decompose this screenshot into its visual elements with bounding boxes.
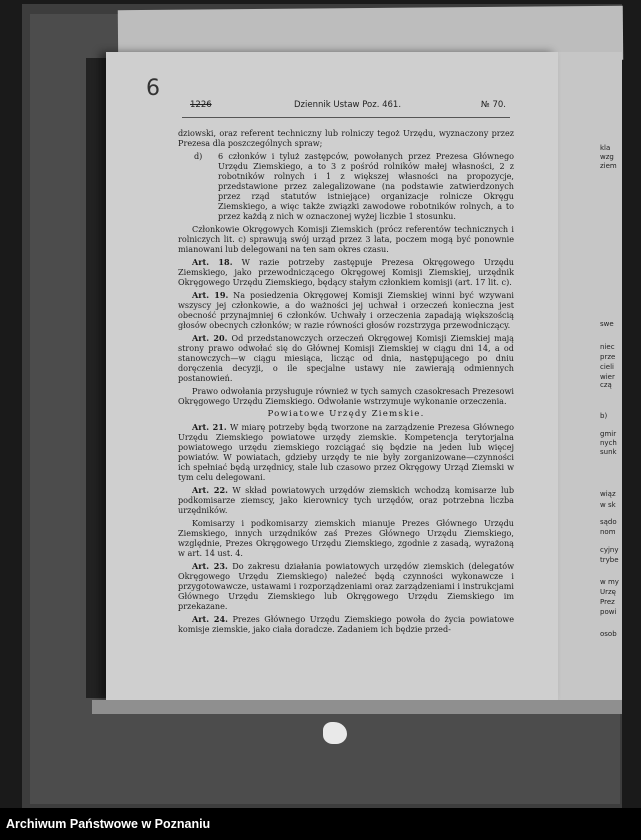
article-label: Art. 20. bbox=[192, 333, 228, 343]
section-title: Powiatowe Urzędy Ziemskie. bbox=[267, 409, 425, 419]
article-label: Art. 23. bbox=[192, 561, 228, 571]
paper-stain bbox=[323, 722, 347, 744]
list-text: 6 członków i tyluż zastępców, powołanych przez Prezesa Głównego Urzędu Ziemskiego, a to 3 z pośród rolników małej własności, 2 z robotników rolnych i 1 z większej własności na propozycje, przedstawione przez zalegalizowane (na podstawie zatwierdzonych przez rząd statutów istniejące) organizacje rolnicze Okręgu Ziemskiego, a więc także związki zawodowe robotników rolnych, a to przez każdą z nich w oznaczonej wyżej liczbie 1 stosunku. bbox=[218, 151, 514, 221]
right-page-fragment: wzg bbox=[600, 153, 614, 161]
archive-footer bbox=[0, 808, 641, 840]
document-body bbox=[178, 128, 514, 637]
right-page-fragment: wier bbox=[600, 373, 615, 381]
article-text: Do zakresu działania powiatowych urzędów ziemskich (delegatów Okręgowego Urzędu Ziemskiego) należeć będą czynności wykonawcze i przygotowawcze, ustawami i rozporządzeniami oraz zarządzeniami i instrukcjami Głównego Urzędu Ziemskiego lub Okręgowego Urzędu Ziemskiego im przekazane. bbox=[178, 561, 514, 611]
article-label: Art. 18. bbox=[192, 257, 233, 267]
page-bottom-strip bbox=[92, 700, 622, 714]
journal-title: Dziennik Ustaw Poz. 461. bbox=[294, 100, 402, 110]
right-page-fragment: prze bbox=[600, 353, 616, 361]
right-page-fragment: swe bbox=[600, 320, 614, 328]
right-page-fragment: cieli bbox=[600, 363, 614, 371]
right-page-fragment: Urzę bbox=[600, 588, 616, 596]
article-23 bbox=[178, 561, 514, 611]
article-text: Na posiedzenia Okręgowej Komisji Ziemskiej winni być wzywani wszyscy jej członkowie, a do ważności jej uchwał i orzeczeń konieczna jest obecność przynajmniej 6 członków. Uchwały i orzeczenia zapadają większością głosów obecnych członków; w razie równości głosów rozstrzyga przewodniczący. bbox=[178, 290, 515, 330]
paragraph: dziowski, oraz referent techniczny lub rolniczy tegoż Urzędu, wyznaczony przez Prezesa dla poszczególnych spraw; bbox=[178, 128, 514, 148]
right-page-fragment: sunk bbox=[600, 448, 617, 456]
article-label: Art. 21. bbox=[192, 422, 227, 432]
article-21 bbox=[178, 422, 514, 482]
right-page-fragment: trybe bbox=[600, 556, 619, 564]
right-page-fragment: osob bbox=[600, 630, 617, 638]
article-text: Od przedstanowczych orzeczeń Okręgowej Komisji Ziemskiej mają strony prawo odwołać się do Głównej Komisji Ziemskiej w ciągu dni 14, a od stanowczych—w ciągu miesiąca, licząc od dnia, następującego po dniu doręczenia decyzji, o ile specjalne ustawy nie zawierają odmiennych postanowień. bbox=[178, 333, 515, 383]
paragraph: Prawo odwołania przysługuje również w tych samych czasokresach Prezesowi Okręgowego Urzędu Ziemskiego. Odwołanie wstrzymuje wykonanie orzeczenia. bbox=[178, 386, 514, 406]
article-label: Art. 19. bbox=[192, 290, 229, 300]
right-page-fragment: w my bbox=[600, 578, 619, 586]
article-22 bbox=[178, 485, 514, 515]
article-20 bbox=[178, 333, 514, 383]
right-page-fragment: b) bbox=[600, 412, 608, 420]
article-18 bbox=[178, 257, 514, 287]
right-page-fragment: cyjny bbox=[600, 546, 619, 554]
page-number: 1226 bbox=[190, 100, 212, 110]
list-item-d bbox=[178, 151, 514, 221]
right-page-fragment: wiąz bbox=[600, 490, 616, 498]
right-page-fragment: Prez bbox=[600, 598, 615, 606]
right-page-fragment: nych bbox=[600, 439, 617, 447]
article-text: Prezes Głównego Urzędu Ziemskiego powoła do życia powiatowe komisje ziemskie, jako ciała doradcze. Zadaniem ich będzie przed- bbox=[178, 614, 514, 634]
article-label: Art. 22. bbox=[192, 485, 228, 495]
page-shadow bbox=[86, 58, 108, 698]
right-page-fragment: kla bbox=[600, 144, 611, 152]
issue-number: № 70. bbox=[480, 100, 506, 110]
right-page-fragment: w sk bbox=[600, 501, 616, 509]
article-text: W miarę potrzeby będą tworzone na zarządzenie Prezesa Głównego Urzędu Ziemskiego powiatowe urzędy ziemskie. Kompetencja terytorjalna powiatowego urzędu ziemskiego rozciągać się będzie na jeden lub więcej powiatów. W powiatach, gdzieby urzędy te nie były zorganizowane—czynności ich spełniać będą urzędnicy, stale lub czasowo przez Okręgowy Urząd Ziemski w tym celu delegowani. bbox=[178, 422, 515, 482]
right-page-fragment: gmir bbox=[600, 430, 617, 438]
pencil-page-mark: 6 bbox=[146, 76, 160, 101]
right-page-fragment: nom bbox=[600, 528, 616, 536]
article-text: W razie potrzeby zastępuje Prezesa Okręgowego Urzędu Ziemskiego, jako przewodniczącego Okręgowej Komisji Ziemskiej, urzędnik Okręgowego Urzędu Ziemskiego, będący stałym członkiem komisji (art. 17 lit. c). bbox=[178, 257, 515, 287]
right-page-fragment: sądo bbox=[600, 518, 617, 526]
paragraph: Członkowie Okręgowych Komisji Ziemskich (prócz referentów technicznych i rolniczych lit. c) sprawują swój urząd przez 3 lata, poczem mogą być ponownie mianowani lub delegowani na ten sam okres czasu. bbox=[178, 224, 514, 254]
article-24 bbox=[178, 614, 514, 634]
right-page-fragment: ziem bbox=[600, 162, 617, 170]
right-page-fragment: czą bbox=[600, 381, 612, 389]
article-text: W skład powiatowych urzędów ziemskich wchodzą komisarze lub podkomisarze ziemscy, jako kierownicy tych urzędów, oraz potrzebna liczba urzędników. bbox=[178, 485, 515, 515]
article-label: Art. 24. bbox=[192, 614, 228, 624]
paragraph: Komisarzy i podkomisarzy ziemskich mianuje Prezes Głównego Urzędu Ziemskiego, innych urzędników zaś Prezes Głównego Urzędu Ziemskiego, względnie, Prezes Okręgowego Urzędu Ziemskiego, zgodnie z zasadą, wyrażoną w art. 14 ust. 4. bbox=[178, 518, 514, 558]
article-19 bbox=[178, 290, 514, 330]
right-page-fragment: niec bbox=[600, 343, 615, 351]
header-rule bbox=[182, 117, 510, 118]
list-label: d) bbox=[194, 151, 203, 161]
right-page-fragment: powi bbox=[600, 608, 617, 616]
archive-name: Archiwum Państwowe w Poznaniu bbox=[6, 817, 211, 831]
